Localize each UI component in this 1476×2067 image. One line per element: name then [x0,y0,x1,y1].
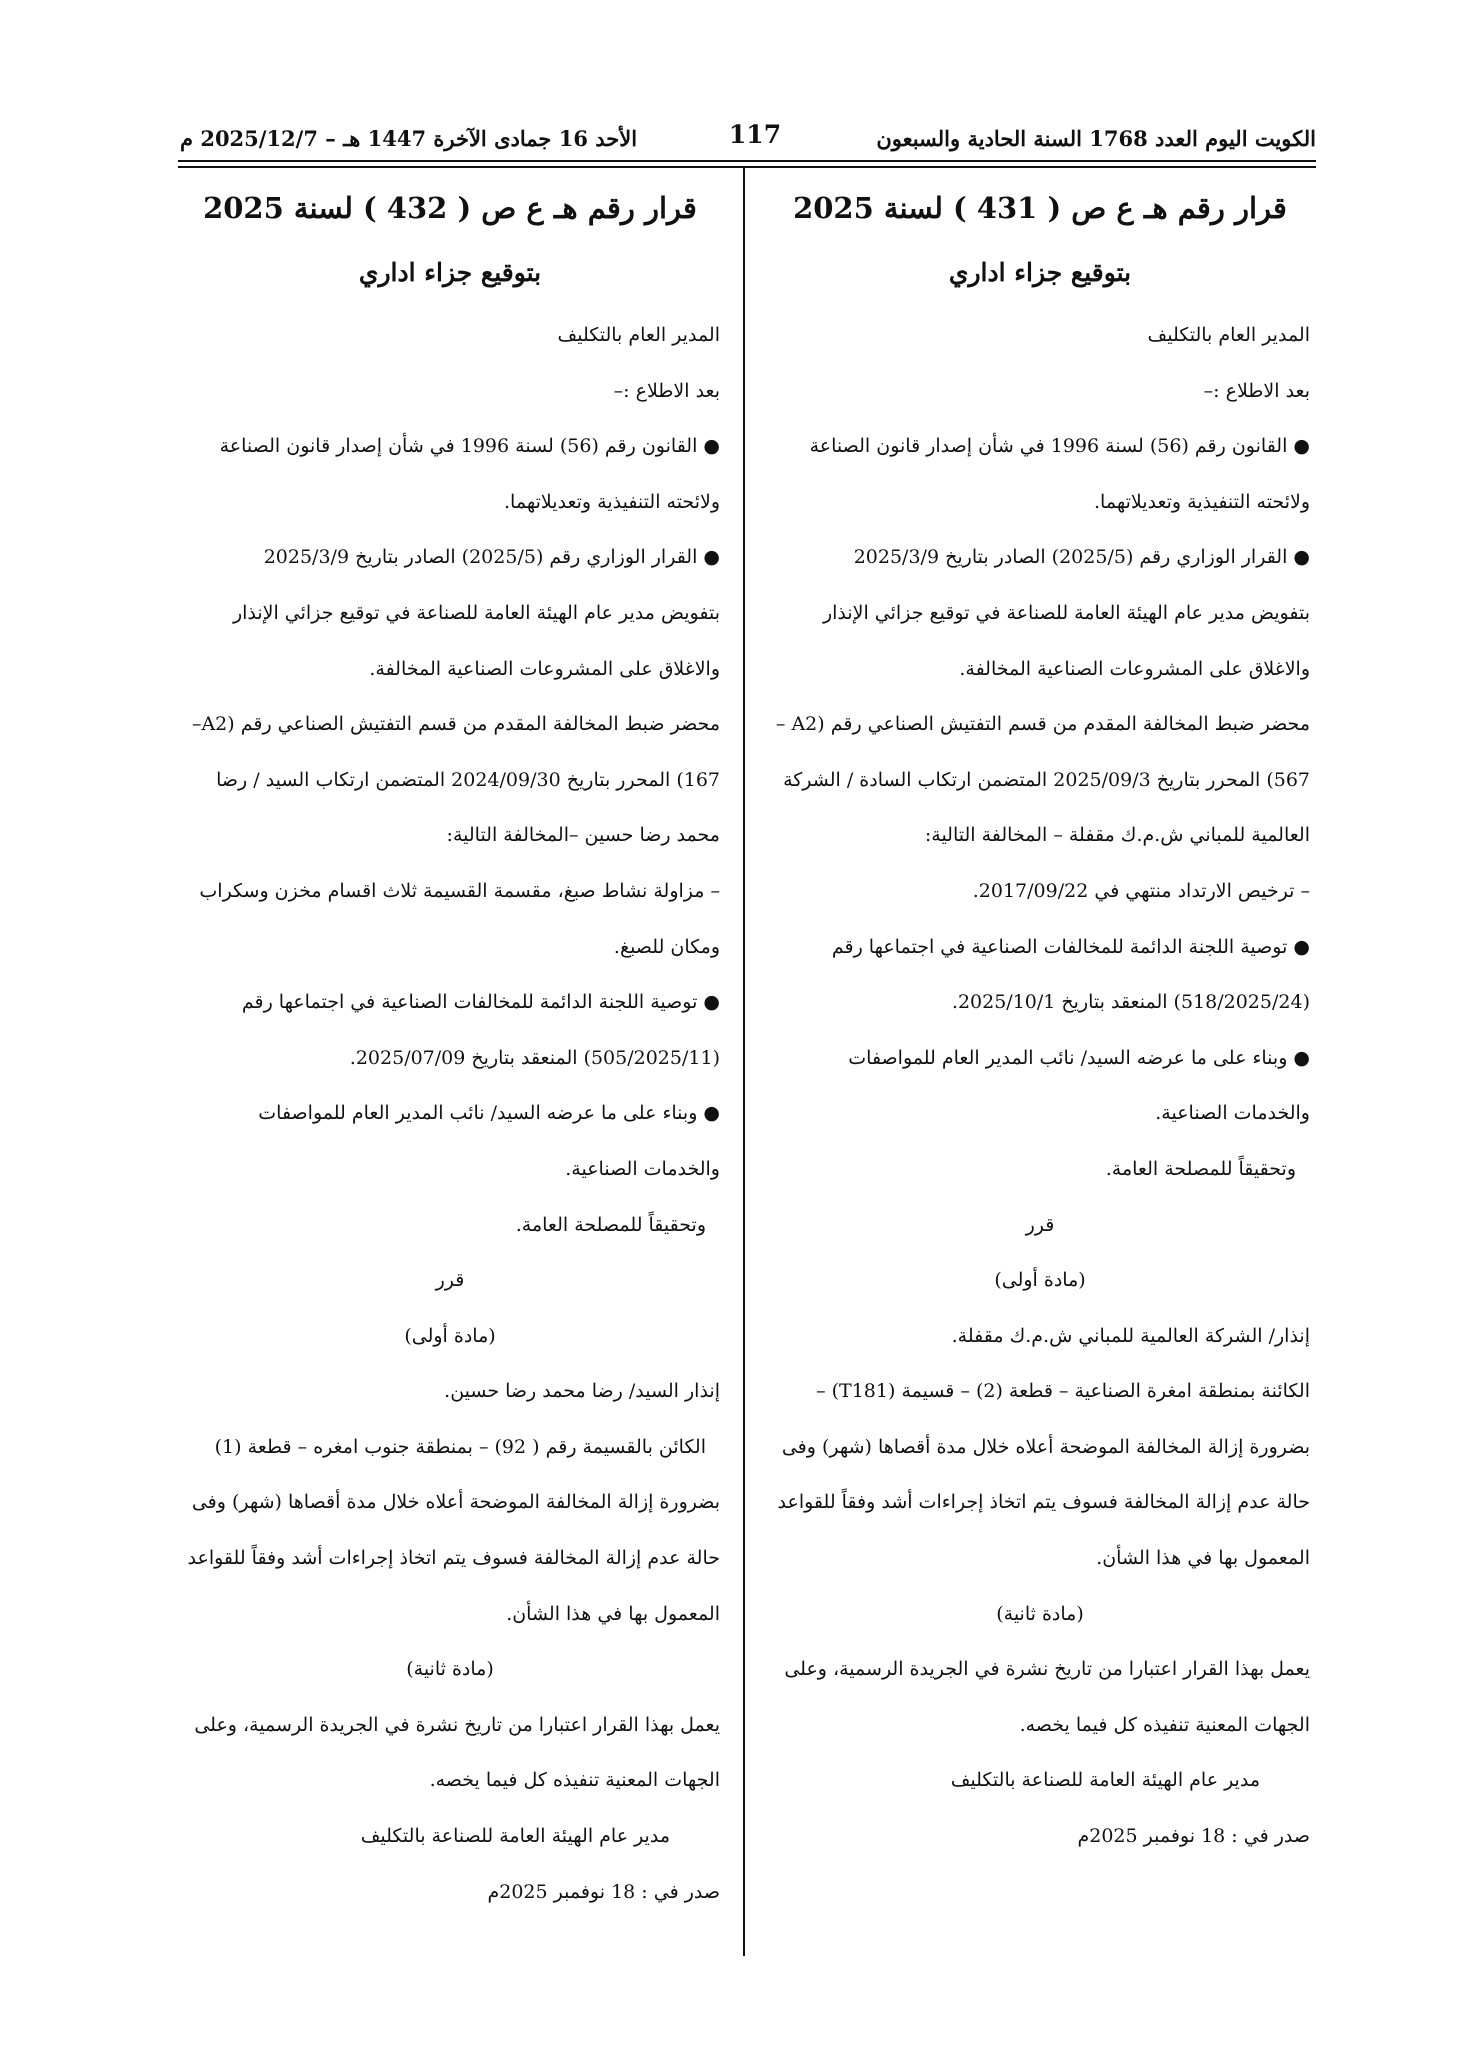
body-line: والخدمات الصناعية. [1155,1102,1310,1125]
body-line: وتحقيقاً للمصلحة العامة. [515,1213,706,1236]
body-line: الجهات المعنية تنفيذه كل فيما يخصه. [1019,1713,1310,1736]
body-line: ● القانون رقم (56) لسنة 1996 في شأن إصدار قانون الصناعة [219,435,720,458]
body-line: المعمول بها في هذا الشأن. [1096,1547,1310,1570]
body-line: – ترخيص الارتداد منتهي في 2017/09/22. [972,879,1310,902]
issuer-line: المدير العام بالتكليف [557,324,720,346]
body-line: بضرورة إزالة المخالفة الموضحة أعلاه خلال مدة أقصاها (شهر) وفى [191,1491,720,1514]
article-heading: (مادة ثانية) [996,1602,1084,1625]
decision-subtitle: بتوقيع جزاء اداري [358,258,542,287]
page-number: 117 [728,120,782,149]
decision-431-column [770,178,1310,1865]
body-line: ● وبناء على ما عرضه السيد/ نائب المدير العام للمواصفات [848,1046,1310,1069]
body-line: المعمول بها في هذا الشأن. [506,1602,720,1625]
article-heading: (مادة أولى) [404,1324,496,1347]
body-line: ولائحته التنفيذية وتعديلاتهما. [1094,490,1310,513]
header-rule-top [178,160,1316,162]
issue-date-line: صدر في : 18 نوفمبر 2025م [1077,1825,1310,1848]
body-line: إنذار/ الشركة العالمية للمباني ش.م.ك مقفلة. [951,1324,1310,1347]
issuer-line: المدير العام بالتكليف [1147,324,1310,346]
article-heading: (مادة أولى) [994,1269,1086,1292]
decision-subtitle: بتوقيع جزاء اداري [948,258,1132,287]
decision-432-column [180,178,720,1920]
preamble-line: بعد الاطلاع :– [613,379,720,402]
body-line: ● القرار الوزاري رقم (2025/5) الصادر بتاريخ 2025/3/9 [853,546,1310,569]
decision-title: قرار رقم هـ ع ص ( 432 ) لسنة 2025 [203,191,697,225]
body-line: (518/2025/24) المنعقد بتاريخ 2025/10/1. [951,991,1310,1014]
issue-date: الأحد 16 جمادى الآخرة 1447 هـ – 2025/12/7 م [180,126,638,151]
decision-verb: قرر [435,1269,465,1292]
header-rule-bottom [178,166,1316,168]
signature-line: مدير عام الهيئة العامة للصناعة بالتكليف [360,1825,670,1848]
body-line: إنذار السيد/ رضا محمد رضا حسين. [444,1380,720,1403]
body-line: ● وبناء على ما عرضه السيد/ نائب المدير العام للمواصفات [258,1102,720,1125]
body-line: وتحقيقاً للمصلحة العامة. [1105,1157,1296,1180]
body-line: والخدمات الصناعية. [565,1157,720,1180]
body-line: العالمية للمباني ش.م.ك مقفلة – المخالفة التالية: [924,824,1310,847]
page-header [180,120,1316,160]
body-line: ● القرار الوزاري رقم (2025/5) الصادر بتاريخ 2025/3/9 [263,546,720,569]
body-line: والاغلاق على المشروعات الصناعية المخالفة. [369,657,720,680]
body-line: يعمل بهذا القرار اعتبارا من تاريخ نشرة في الجريدة الرسمية، وعلى [194,1713,720,1736]
article-heading: (مادة ثانية) [406,1658,494,1681]
body-line: الكائن بالقسيمة رقم ( 92) – بمنطقة جنوب امغره – قطعة (1) [214,1435,706,1458]
body-line: بتفويض مدير عام الهيئة العامة للصناعة في توقيع جزائي الإنذار [822,601,1310,624]
body-line: (505/2025/11) المنعقد بتاريخ 2025/07/09. [349,1046,720,1069]
body-line: والاغلاق على المشروعات الصناعية المخالفة. [959,657,1310,680]
body-line: محضر ضبط المخالفة المقدم من قسم التفتيش الصناعي رقم (A2 – [775,713,1310,736]
decision-verb: قرر [1025,1213,1055,1236]
body-line: ومكان للصبغ. [613,935,720,958]
body-line: حالة عدم إزالة المخالفة فسوف يتم اتخاذ إجراءات أشد وفقاً للقواعد [777,1491,1310,1514]
body-line: بضرورة إزالة المخالفة الموضحة أعلاه خلال مدة أقصاها (شهر) وفى [781,1435,1310,1458]
body-line: حالة عدم إزالة المخالفة فسوف يتم اتخاذ إجراءات أشد وفقاً للقواعد [187,1547,720,1570]
issue-date-line: صدر في : 18 نوفمبر 2025م [487,1880,720,1903]
body-line: يعمل بهذا القرار اعتبارا من تاريخ نشرة في الجريدة الرسمية، وعلى [784,1658,1310,1681]
column-divider [743,166,745,1956]
body-line: ● توصية اللجنة الدائمة للمخالفات الصناعية في اجتماعها رقم [831,935,1310,958]
preamble-line: بعد الاطلاع :– [1203,379,1310,402]
signature-line: مدير عام الهيئة العامة للصناعة بالتكليف [950,1769,1260,1792]
gazette-issue: الكويت اليوم العدد 1768 السنة الحادية والسبعون [876,126,1316,151]
body-line: 567) المحرر بتاريخ 2025/09/3 المتضمن ارتكاب السادة / الشركة [783,768,1310,791]
body-line: ● القانون رقم (56) لسنة 1996 في شأن إصدار قانون الصناعة [809,435,1310,458]
body-line: ● توصية اللجنة الدائمة للمخالفات الصناعية في اجتماعها رقم [241,991,720,1014]
decision-title: قرار رقم هـ ع ص ( 431 ) لسنة 2025 [793,191,1287,225]
body-line: الجهات المعنية تنفيذه كل فيما يخصه. [429,1769,720,1792]
body-line: الكائنة بمنطقة امغرة الصناعية – قطعة (2) – قسيمة (T181) – [816,1380,1310,1403]
body-line: بتفويض مدير عام الهيئة العامة للصناعة في توقيع جزائي الإنذار [232,601,720,624]
body-line: – مزاولة نشاط صبغ، مقسمة القسيمة ثلاث اقسام مخزن وسكراب [199,879,720,902]
body-line: محضر ضبط المخالفة المقدم من قسم التفتيش الصناعي رقم (A2– [191,713,720,736]
body-line: ولائحته التنفيذية وتعديلاتهما. [504,490,720,513]
body-line: 167) المحرر بتاريخ 2024/09/30 المتضمن ارتكاب السيد / رضا [216,768,720,791]
body-line: محمد رضا حسين –المخالفة التالية: [446,824,720,847]
